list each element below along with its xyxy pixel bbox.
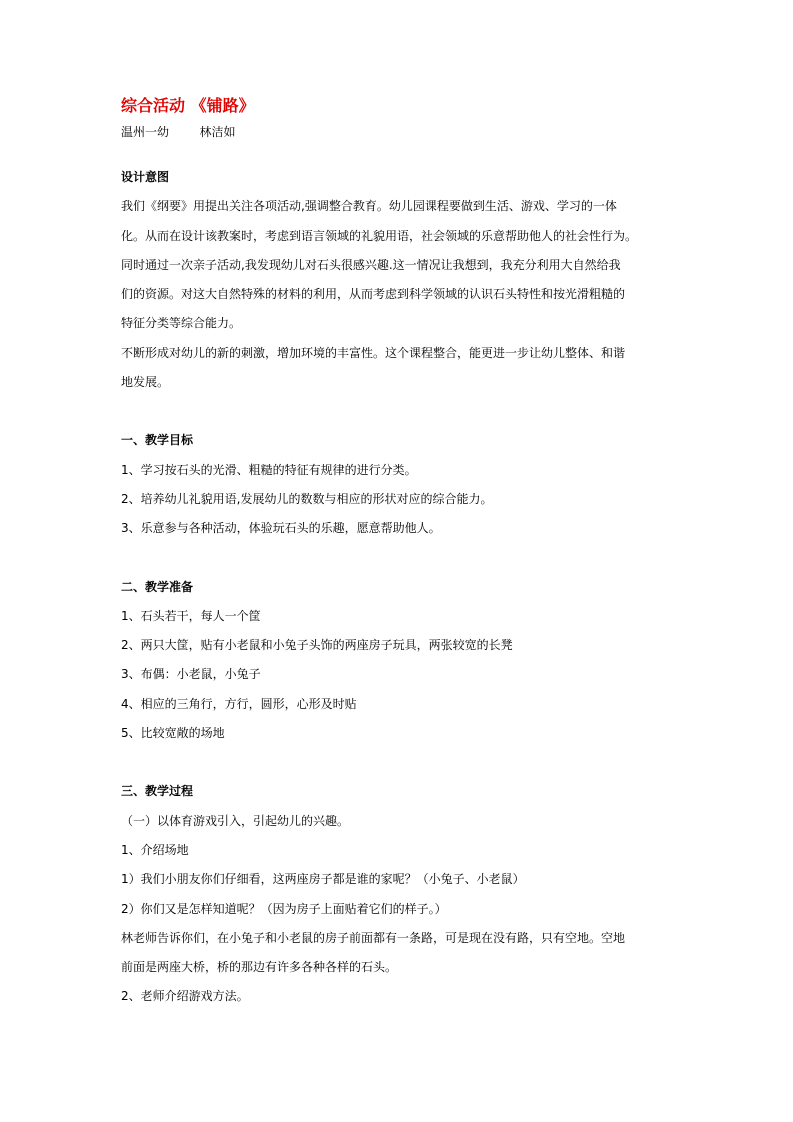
design-line: 不断形成对幼儿的新的刺激，增加环境的丰富性。这个课程整合，能更进一步让幼儿整体、和谐	[121, 345, 626, 360]
process-line: 2、老师介绍游戏方法。	[121, 989, 249, 1004]
design-line: 们的资源。对这大自然特殊的材料的利用，从而考虑到科学领域的认识石头特性和按光滑粗糙的	[121, 287, 626, 302]
goals-line: 3、乐意参与各种活动，体验玩石头的乐趣，愿意帮助他人。	[121, 521, 441, 536]
spacer	[121, 544, 677, 573]
goals-line: 2、培养幼儿礼貌用语,发展幼儿的数数与相应的形状对应的综合能力。	[121, 491, 493, 506]
prep-line: 5、比较宽敞的场地	[121, 726, 225, 741]
prep-heading: 二、教学准备	[121, 579, 194, 594]
process-line: 前面是两座大桥，桥的那边有许多各种各样的石头。	[121, 960, 398, 975]
design-line: 我们《纲要》用提出关注各项活动,强调整合教育。幼儿园课程要做到生活、游戏、学习的一体	[121, 199, 617, 214]
document-page	[121, 96, 677, 1012]
design-line: 化。从而在设计该教案时，考虑到语言领域的礼貌用语，社会领域的乐意帮助他人的社会性行为。	[121, 228, 638, 243]
process-line: 1）我们小朋友你们仔细看，这两座房子都是谁的家呢？（小兔子、小老鼠）	[121, 872, 525, 887]
prep-line: 4、相应的三角行，方行，圆形，心形及时贴	[121, 696, 357, 711]
prep-line: 2、两只大筐，贴有小老鼠和小兔子头饰的两座房子玩具，两张较宽的长凳	[121, 638, 513, 653]
prep-line: 1、石头若干，每人一个筐	[121, 608, 261, 623]
design-line: 地发展。	[121, 375, 170, 390]
prep-line: 3、布偶：小老鼠，小兔子	[121, 667, 261, 682]
process-line: 2）你们又是怎样知道呢？（因为房子上面贴着它们的样子。）	[121, 901, 447, 916]
design-line: 特征分类等综合能力。	[121, 316, 242, 331]
author-line: 温州一幼 林洁如	[121, 125, 236, 139]
document-title: 综合活动 《铺路》	[121, 96, 255, 115]
spacer	[121, 140, 677, 163]
process-line: （一）以体育游戏引入，引起幼儿的兴趣。	[121, 813, 350, 828]
spacer	[121, 397, 677, 426]
design-heading: 设计意图	[121, 170, 170, 184]
design-line: 同时通过一次亲子活动,我发现幼儿对石头很感兴趣.这一情况让我想到，我充分利用大自然给我	[121, 257, 621, 272]
process-heading: 三、教学过程	[121, 784, 194, 799]
process-line: 林老师告诉你们，在小兔子和小老鼠的房子前面都有一条路，可是现在没有路，只有空地。空地	[121, 930, 626, 945]
spacer	[121, 748, 677, 777]
goals-line: 1、学习按石头的光滑、粗糙的特征有规律的进行分类。	[121, 462, 417, 477]
goals-heading: 一、教学目标	[121, 433, 194, 448]
process-line: 1、介绍场地	[121, 842, 189, 857]
